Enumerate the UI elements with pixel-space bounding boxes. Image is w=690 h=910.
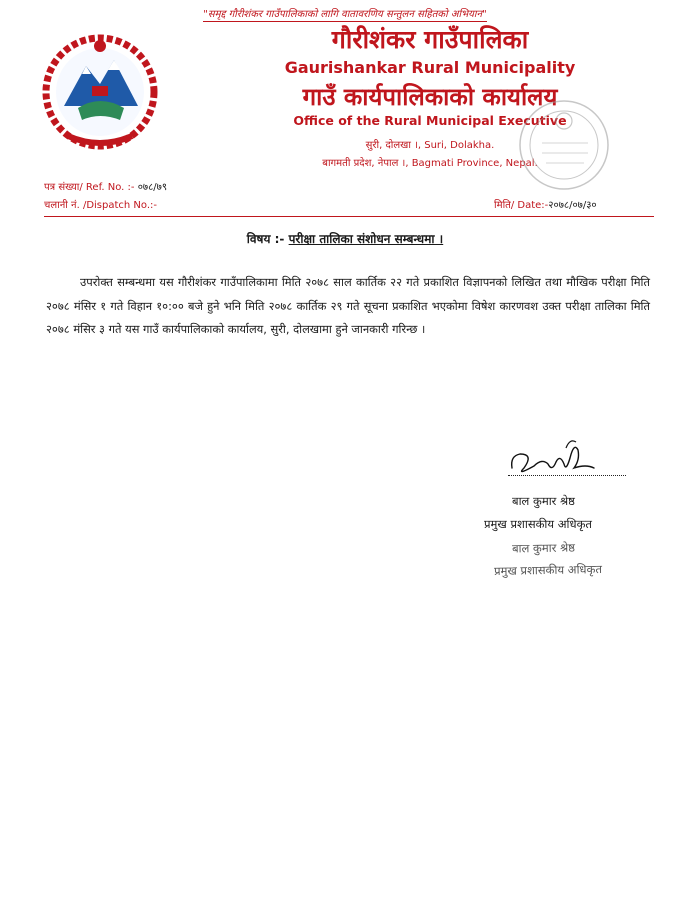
- header-divider: [44, 216, 654, 217]
- office-name-nepali: गाउँ कार्यपालिकाको कार्यालय: [302, 83, 558, 111]
- official-seal-icon: [508, 95, 620, 195]
- office-name-english: Office of the Rural Municipal Executive: [293, 113, 567, 128]
- signatory-name: बाल कुमार श्रेष्ठ: [512, 494, 575, 508]
- title-stamp: प्रमुख प्रशासकीय अधिकृत: [493, 562, 603, 578]
- municipality-name-english: Gaurishankar Rural Municipality: [284, 58, 576, 77]
- address-line-1: सुरी, दोलखा ।, Suri, Dolakha.: [365, 140, 495, 151]
- handwritten-signature: [504, 428, 604, 486]
- subject-line: [0, 230, 690, 247]
- name-stamp: बाल कुमार श्रेष्ठ: [511, 540, 576, 556]
- address-line-2: बागमती प्रदेश, नेपाल ।, Bagmati Province, Nepal.: [322, 158, 538, 169]
- dispatch-number: चलानी नं. /Dispatch No.:-: [44, 200, 157, 211]
- municipality-name-nepali: गौरीशंकर गाउँपालिका: [331, 25, 529, 54]
- subject-text: परीक्षा तालिका संशोधन सम्बन्धमा ।: [288, 232, 444, 246]
- letter-date: मिति/ Date:-२०७८/०७/३०: [494, 200, 597, 211]
- nepal-emblem-icon: [38, 28, 162, 152]
- slogan: "समृद्द गौरीशंकर गाउँपालिकाको लागि वातावरणिय सन्तुलन सहितको अभियान": [203, 9, 487, 20]
- signature-line: [508, 475, 626, 476]
- body-paragraph: उपरोक्त सम्बन्धमा यस गौरीशंकर गाउँपालिकामा मिति २०७८ साल कार्तिक २२ गते प्रकाशित विज्ञापनको लिखित तथा मौखिक परीक्षा मिति २०७८ मंसिर १ गते विहान १०:०० बजे हुने भनि मिति २०७८ कार्तिक २९ गते सूचना प्रकाशित भएकोमा विषेश कारणवश उक्त परीक्षा तालिका मिति २०७८ मंसिर ३ गते यस गाउँ कार्यपालिकाको कार्यालय, सुरी, दोलखामा हुने जानकारी गरिन्छ ।: [46, 275, 650, 336]
- reference-number: पत्र संख्या/ Ref. No. :- ०७८/७९: [44, 182, 168, 193]
- subject-label: विषय :-: [246, 232, 285, 246]
- signatory-title: प्रमुख प्रशासकीय अधिकृत: [484, 517, 592, 531]
